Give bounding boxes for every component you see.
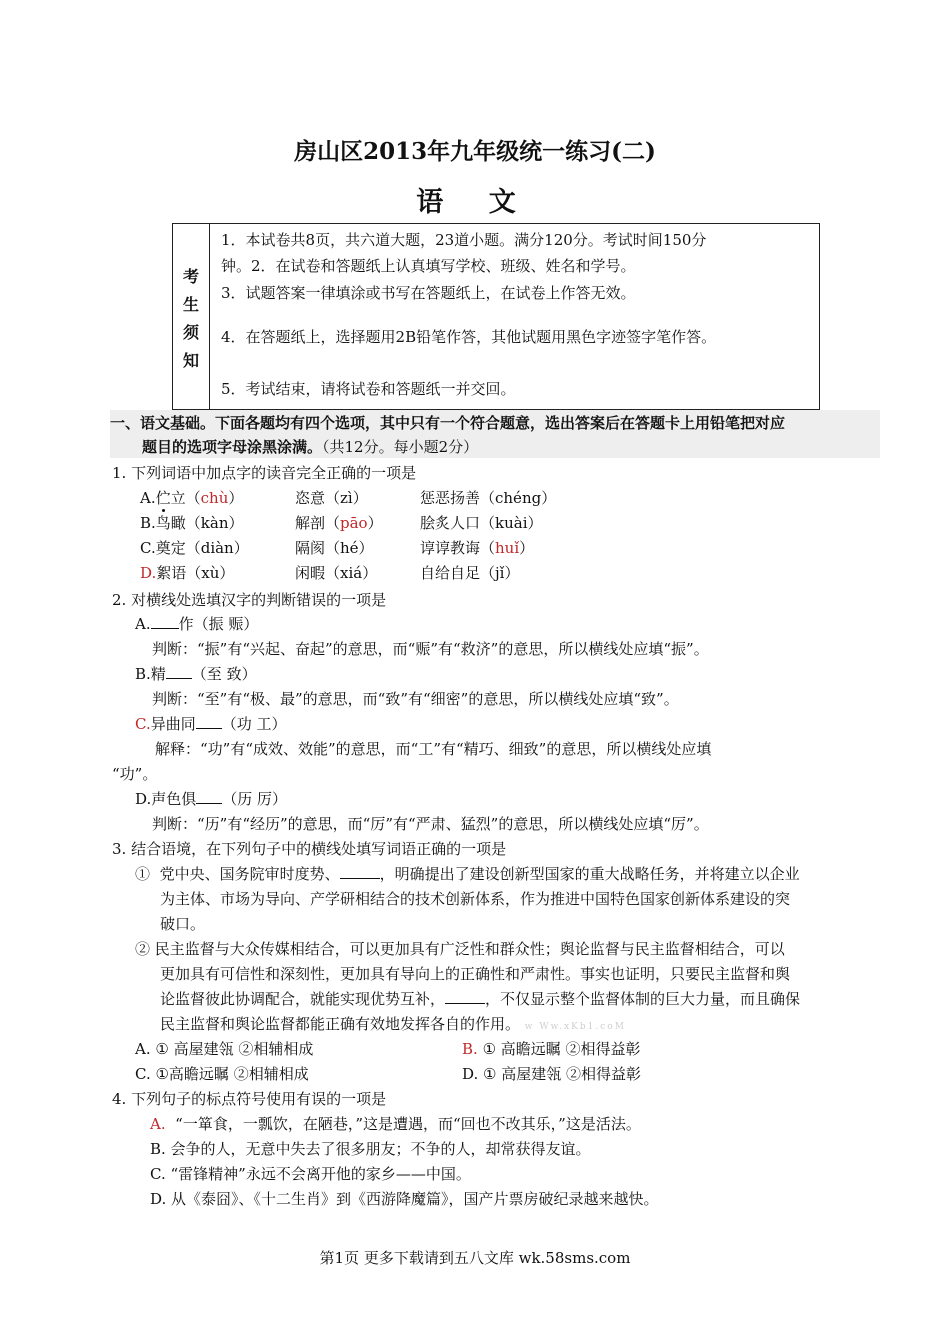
notice-line: 3．试题答案一律填涂或书写在答题纸上，在试卷上作答无效。 [221, 284, 636, 302]
notice-label-char: 知 [182, 351, 199, 370]
fill-blank [445, 1003, 485, 1004]
answer-letter: C. [135, 715, 151, 733]
q4-stem: 4. 下列句子的标点符号使用有误的一项是 [112, 1090, 387, 1108]
q2-c-judge-cont: “功”。 [112, 765, 158, 783]
q2-stem: 2. 对横线处选填汉字的判断错误的一项是 [112, 591, 387, 609]
circle-number: ① [135, 865, 151, 883]
exam-notice-box [172, 223, 820, 410]
notice-line: 钟。2．在试卷和答题纸上认真填写学校、班级、姓名和学号。 [221, 257, 636, 275]
q2-c-judge: 解释：“功”有“成效、效能”的意思，而“工”有“精巧、细致”的意思，所以横线处应填 [155, 740, 712, 758]
q4-option-c: C. “雷锋精神”永远不会离开他的家乡——中国。 [150, 1165, 471, 1183]
word-part: 谆谆教诲（ [420, 539, 496, 557]
q4-option-b: B. 会争的人，无意中失去了很多朋友；不争的人，却常获得友谊。 [150, 1140, 591, 1158]
q4-option-a [150, 1113, 641, 1134]
fill-blank [166, 678, 192, 679]
notice-label-char: 考 [182, 267, 199, 286]
fill-blank [196, 728, 222, 729]
sentence-part: ，不仅显示整个监督体制的巨大力量，而且确保 [485, 990, 801, 1008]
q3-sentence1-line: 为主体、市场为导向、产学研相结合的技术创新体系，作为推进中国特色国家创新体系建设的突 [160, 890, 791, 908]
page-title: 房山区2013年九年级统一练习(二) [294, 138, 656, 165]
q1-c-word3 [420, 537, 534, 558]
notice-line: 5．考试结束，请将试卷和答题纸一并交回。 [221, 380, 516, 398]
q4-option-d: D. 从《泰囧》、《十二生肖》到《西游降魔篇》，国产片票房破纪录越来越快。 [150, 1190, 659, 1208]
word: 絮语（xù） [156, 564, 235, 582]
word-part: ） [367, 514, 383, 532]
q1-option-a [140, 487, 243, 508]
q1-option-d [140, 562, 234, 583]
q2-option-d [135, 788, 287, 809]
q3-stem: 3. 结合语境，在下列句子中的横线处填写词语正确的一项是 [112, 840, 507, 858]
watermark: w Ww.xKb1.coM [524, 1022, 626, 1032]
q1-c-word2: 隔阂（hé） [295, 539, 374, 557]
sentence-part: 民主监督和舆论监督都能正确有效地发挥各自的作用。 [160, 1015, 521, 1033]
q3-sentence2: ② 民主监督与大众传媒相结合，可以更加具有广泛性和群众性；舆论监督与民主监督相结合，可以 [135, 940, 785, 958]
option-text: “一箪食，一瓢饮，在陋巷，”这是遭遇，而“回也不改其乐，”这是活法。 [175, 1115, 641, 1133]
q2-d-judge: 判断：“历”有“经历”的意思，而“厉”有“严肃、猛烈”的意思，所以横线处应填“厉”。 [152, 815, 709, 833]
q1-option-c [140, 537, 249, 558]
q3-sentence1 [135, 863, 800, 884]
fill-blank [196, 803, 222, 804]
q1-stem: 1. 下列词语中加点字的读音完全正确的一项是 [112, 464, 417, 482]
q2-option-c [135, 713, 287, 734]
q3-sentence2-line: 更加具有可信性和深刻性，更加具有导向上的正确性和严肃性。事实也证明，只要民主监督和舆 [160, 965, 791, 983]
notice-line: 1．本试卷共8页，共六道大题，23道小题。满分120分。考试时间150分 [221, 231, 707, 249]
q3-option-c: C. ①高瞻远瞩 ②相辅相成 [135, 1065, 309, 1083]
q3-option-b [462, 1038, 641, 1059]
option-text: B.精 [135, 665, 166, 683]
answer-letter: A. [150, 1115, 166, 1133]
section-header [110, 410, 880, 458]
fill-blank [151, 628, 179, 629]
option-letter: A. [135, 615, 151, 633]
q1-d-word2: 闲暇（xiá） [295, 564, 378, 582]
sentence-part: 党中央、国务院审时度势、 [159, 865, 340, 883]
answer-letter: B. [462, 1040, 478, 1058]
dotted-char: 伫 [155, 489, 171, 507]
option-text: ① 高瞻远瞩 ②相得益彰 [477, 1040, 641, 1058]
option-text: （历 厉） [222, 790, 288, 808]
q3-sentence1-line: 破口。 [160, 915, 206, 933]
q1-option-b [140, 512, 244, 533]
q1-a-word2: 恣意（zì） [295, 489, 368, 507]
red-pinyin: huǐ [495, 539, 520, 557]
red-pinyin: chù [200, 489, 229, 507]
red-pinyin: pāo [340, 514, 368, 532]
notice-label-char: 须 [182, 323, 199, 342]
option-text: （功 工） [221, 715, 287, 733]
word-part: 立（ [170, 489, 201, 507]
option-text: D.声色俱 [135, 790, 197, 808]
q3-sentence2-line [160, 1013, 626, 1034]
sentence-part: 论监督彼此协调配合，就能实现优势互补， [160, 990, 446, 1008]
option-text: （至 致） [191, 665, 257, 683]
notice-line: 4．在答题纸上，选择题用2B铅笔作答，其他试题用黑色字迹签字笔作答。 [221, 328, 717, 346]
q1-b-word3: 脍炙人口（kuài） [420, 514, 543, 532]
q1-d-word3: 自给自足（jǐ） [420, 564, 520, 582]
notice-label-char: 生 [182, 295, 199, 314]
notice-label [173, 224, 210, 409]
section-line: 一、语文基础。下面各题均有四个选项，其中只有一个符合题意，选出答案后在答题卡上用铅笔把对应 [110, 414, 786, 432]
option-text: 异曲同 [150, 715, 196, 733]
subject-title: 语 文 [416, 187, 534, 218]
word: 奠定（diàn） [155, 539, 249, 557]
q3-option-d: D. ① 高屋建瓴 ②相得益彰 [462, 1065, 642, 1083]
q3-sentence2-line [160, 988, 800, 1009]
q2-option-a [135, 613, 258, 634]
q2-a-judge: 判断：“振”有“兴起、奋起”的意思，而“赈”有“救济”的意思，所以横线处应填“振”。 [152, 640, 709, 658]
q1-b-word2 [295, 512, 383, 533]
section-line [142, 436, 478, 457]
fill-blank [340, 878, 380, 879]
answer-letter: D. [140, 564, 157, 582]
section-normal: （共12分。每小题2分） [322, 438, 479, 456]
option-text: 作（振 赈） [178, 615, 259, 633]
option-letter: B. [140, 514, 156, 532]
option-letter: A. [140, 489, 156, 507]
word: 鸟瞰（kàn） [155, 514, 244, 532]
page-footer: 第1页 更多下载请到五八文库 wk.58sms.com [319, 1249, 631, 1267]
q1-a-word3: 惩恶扬善（chéng） [420, 489, 557, 507]
option-letter: C. [140, 539, 156, 557]
q2-b-judge: 判断：“至”有“极、最”的意思，而“致”有“细密”的意思，所以横线处应填“致”。 [152, 690, 679, 708]
q2-option-b [135, 663, 257, 684]
word-part: 解剖（ [295, 514, 341, 532]
sentence-part: ，明确提出了建设创新型国家的重大战略任务，并将建立以企业 [379, 865, 800, 883]
section-bold: 题目的选项字母涂黑涂满。 [142, 438, 323, 456]
word-part: ） [228, 489, 244, 507]
q3-option-a: A. ① 高屋建瓴 ②相辅相成 [135, 1040, 314, 1058]
word-part: ） [519, 539, 535, 557]
